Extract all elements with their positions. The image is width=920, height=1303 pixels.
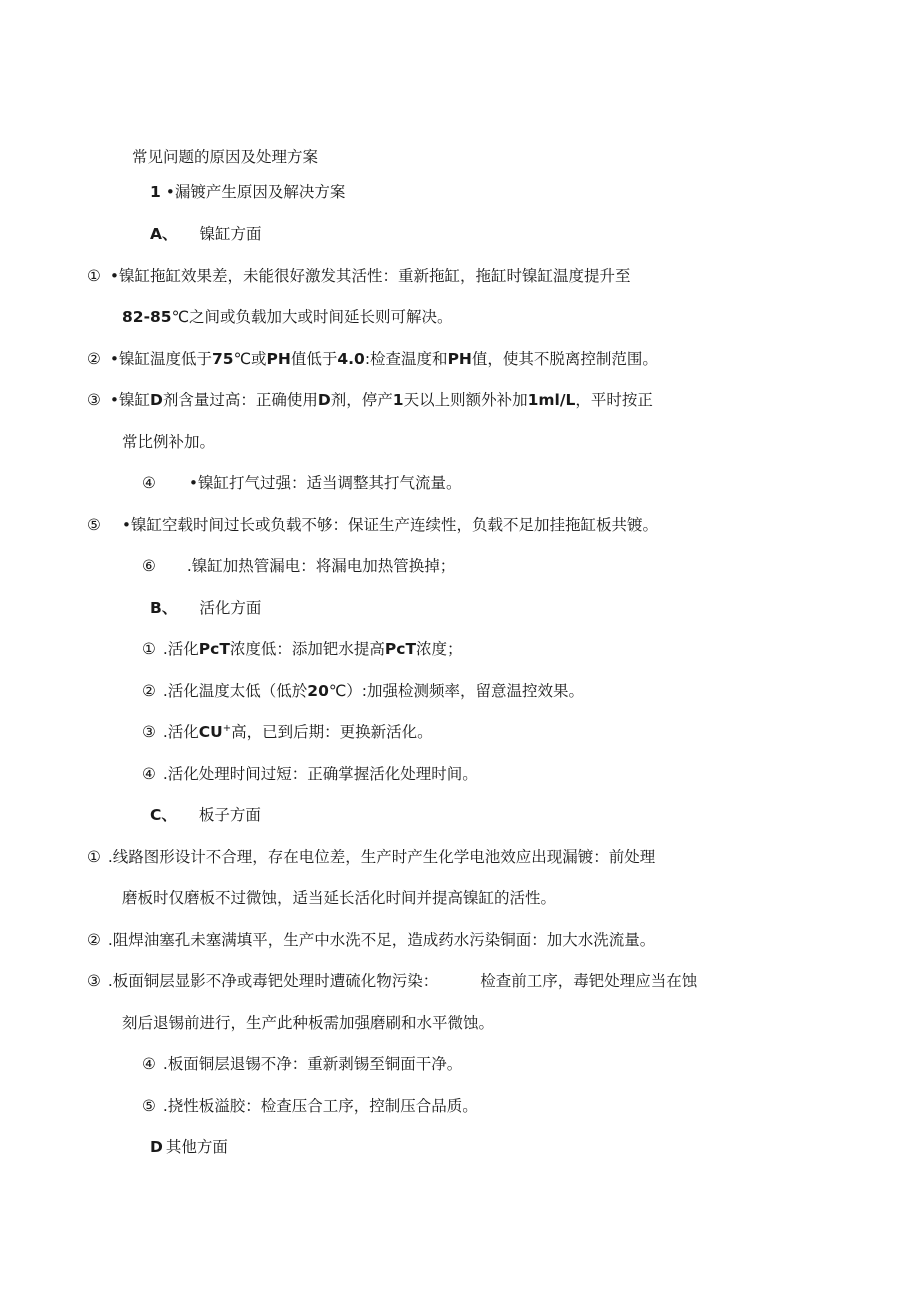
heading-b [150,598,261,618]
section-1-title [150,182,345,202]
heading-text: 其他方面 [165,1138,228,1156]
section-number: 1 [150,183,161,201]
bold-value: PcT [384,640,417,658]
item-marker: ① [87,267,101,285]
item-marker: ⑥ [142,557,156,575]
section-title-text: •漏镀产生原因及解决方案 [165,183,346,201]
item-text: ℃之间或负载加大或时间延长则可解决。 [171,308,453,326]
item-marker: ③ [87,391,101,409]
item-marker: ④ [142,765,156,783]
temperature-range: 82-85 [122,308,172,326]
item-marker: ① [87,848,101,866]
item-text: •镍缸空载时间过长或负载不够：保证生产连续性，负载不足加挂拖缸板共镀。 [121,516,658,534]
item-text: •镍缸拖缸效果差，未能很好激发其活性：重新拖缸，拖缸时镍缸温度提升至 [109,267,631,285]
item-text: .活化 [162,640,199,658]
heading-a [150,224,262,244]
item-text: ℃）:加强检测频率，留意温控效果。 [328,682,584,700]
item-text: ℃或 [233,350,267,368]
item-marker: ③ [142,723,156,741]
bold-value: 75 [212,350,234,368]
item-text: ，平时按正 [575,391,653,409]
item-text: 检查前工序，毒钯处理应当在蚀 [480,972,698,990]
item-a6 [142,556,455,576]
item-text: .活化温度太低（低於 [162,682,308,700]
item-text: .挠性板溢胶：检查压合工序，控制压合品质。 [162,1097,478,1115]
item-c5 [142,1096,478,1116]
item-text: •镍缸打气过强：适当调整其打气流量。 [188,474,462,492]
item-marker: ① [142,640,156,658]
item-b1 [142,639,463,659]
bold-value: CU [198,723,223,741]
item-marker: ④ [142,474,156,492]
bold-value: PH [447,350,472,368]
item-text: 天以上则额外补加 [403,391,528,409]
item-c2 [87,930,655,950]
heading-letter: B、 [150,599,178,617]
bold-value: 4.0 [337,350,365,368]
bold-value: D [150,391,163,409]
item-text: 值，使其不脱离控制范围。 [471,350,658,368]
item-b2 [142,681,584,701]
item-marker: ② [87,931,101,949]
bold-value: PH [266,350,291,368]
bold-value: 1ml/L [527,391,576,409]
item-text: 剂含量过高：正确使用 [162,391,318,409]
item-a5 [87,515,658,535]
item-text: .线路图形设计不合理，存在电位差，生产时产生化学电池效应出现漏镀：前处理 [107,848,656,866]
item-text: :检查温度和 [364,350,448,368]
item-b3 [142,722,433,742]
item-marker: ⑤ [142,1097,156,1115]
item-marker: ④ [142,1055,156,1073]
bold-value: 1 [392,391,404,409]
item-text: .阻焊油塞孔未塞满填平，生产中水洗不足，造成药水污染铜面：加大水洗流量。 [107,931,656,949]
item-text: 浓度； [416,640,463,658]
item-a2 [87,349,658,369]
item-marker: ③ [87,972,101,990]
item-text: .板面铜层显影不净或毒钯处理时遭硫化物污染： [107,972,439,990]
item-c1-continuation: 磨板时仅磨板不过微蚀，适当延长活化时间并提高镍缸的活性。 [122,889,557,907]
heading-letter: C、 [150,806,177,824]
heading-text: 活化方面 [199,599,262,617]
item-a1-continuation [122,307,453,327]
bold-value: PcT [198,640,230,658]
item-marker: ⑤ [87,516,101,534]
item-c4 [142,1054,462,1074]
heading-text: 板子方面 [198,806,261,824]
item-text: 浓度低：添加钯水提高 [229,640,385,658]
item-text: .镍缸加热管漏电：将漏电加热管换掉； [186,557,456,575]
item-text: •镍缸温度低于 [109,350,212,368]
item-c3 [87,971,697,991]
heading-d [150,1137,228,1157]
item-a3-continuation: 常比例补加。 [122,433,216,451]
item-marker: ② [142,682,156,700]
item-text: 剂，停产 [330,391,393,409]
item-b4 [142,764,478,784]
item-text: .板面铜层退锡不净：重新剥锡至铜面干净。 [162,1055,463,1073]
heading-c [150,805,261,825]
item-a1 [87,266,631,286]
bold-value: 20 [307,682,329,700]
item-text: .活化处理时间过短：正确掌握活化处理时间。 [162,765,478,783]
document-title: 常见问题的原因及处理方案 [132,148,319,166]
heading-letter: A、 [150,225,178,243]
item-text: 值低于 [290,350,338,368]
item-c3-continuation: 刻后退锡前进行，生产此种板需加强磨刷和水平微蚀。 [122,1014,495,1032]
item-text: .活化 [162,723,199,741]
item-c1 [87,847,655,867]
heading-text: 镍缸方面 [199,225,262,243]
heading-letter: D [150,1138,163,1156]
item-text: •镍缸 [109,391,150,409]
item-marker: ② [87,350,101,368]
superscript: + [222,722,232,734]
item-a3 [87,390,653,410]
bold-value: D [317,391,331,409]
item-a4 [142,473,462,493]
item-text: 高，已到后期：更换新活化。 [231,723,433,741]
